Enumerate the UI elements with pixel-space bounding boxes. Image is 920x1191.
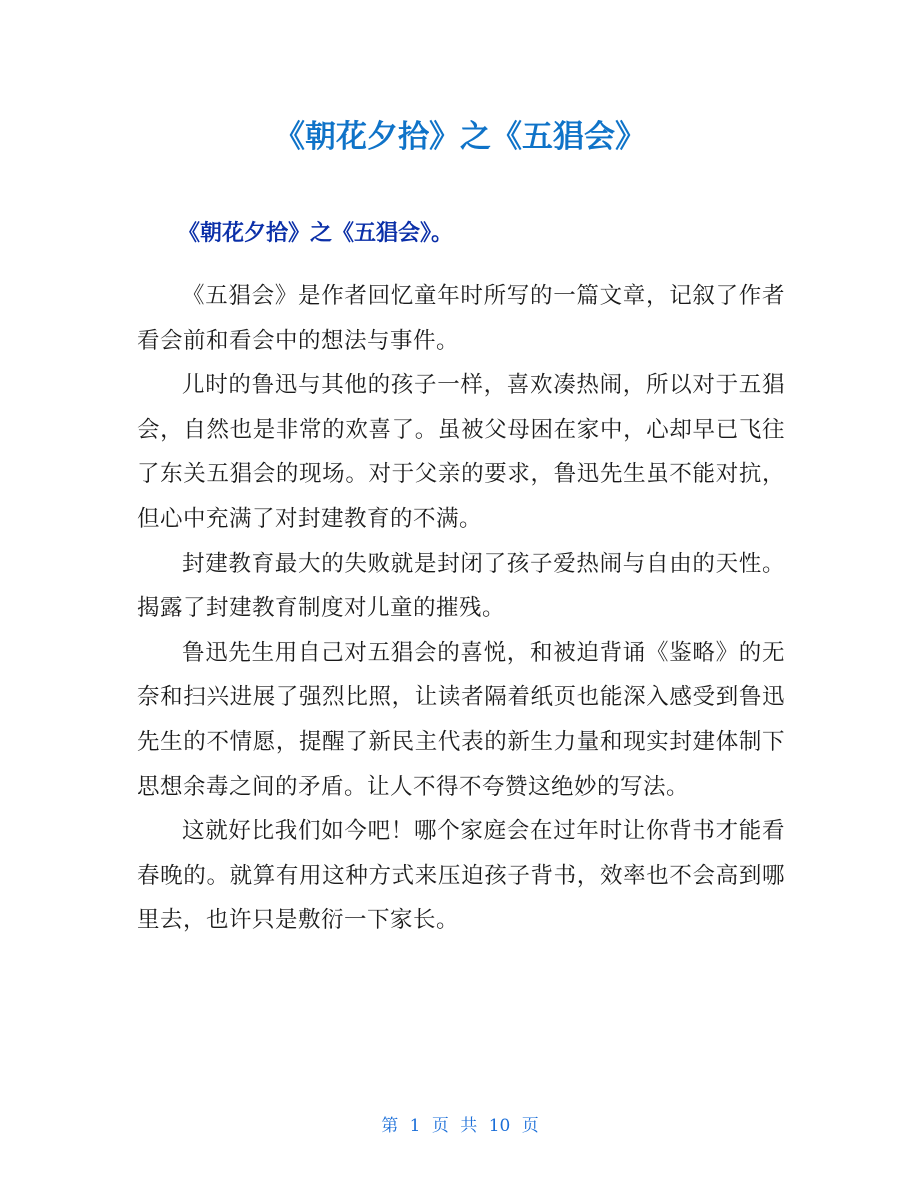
paragraph: 封建教育最大的失败就是封闭了孩子爱热闹与自由的天性。揭露了封建教育制度对儿童的摧残。: [137, 550, 785, 622]
page-number-footer: 第 1 页 共 10 页: [381, 1116, 539, 1136]
paragraph: 《五猖会》是作者回忆童年时所写的一篇文章，记叙了作者看会前和看会中的想法与事件。: [137, 283, 785, 354]
paragraph: 这就好比我们如今吧！哪个家庭会在过年时让你背书才能看春晚的。就算有用这种方式来压迫孩子背书，效率也不会高到哪里去，也许只是敷衍一下家长。: [137, 818, 785, 934]
paragraph: 儿时的鲁迅与其他的孩子一样，喜欢凑热闹，所以对于五猖会，自然也是非常的欢喜了。虽被父母困在家中，心却早已飞往了东关五猖会的现场。对于父亲的要求，鲁迅先生虽不能对抗，但心中充满了对封建教育的不满。: [137, 372, 785, 532]
document-title: 《朝花夕拾》之《五猖会》: [274, 119, 646, 155]
document-subtitle: 《朝花夕拾》之《五猖会》。: [178, 221, 454, 246]
paragraph: 鲁迅先生用自己对五猖会的喜悦，和被迫背诵《鉴略》的无奈和扫兴进展了强烈比照，让读者隔着纸页也能深入感受到鲁迅先生的不情愿，提醒了新民主代表的新生力量和现实封建体制下思想余毒之间的矛盾。让人不得不夸赞这绝妙的写法。: [137, 639, 785, 800]
document-body: [137, 274, 785, 943]
